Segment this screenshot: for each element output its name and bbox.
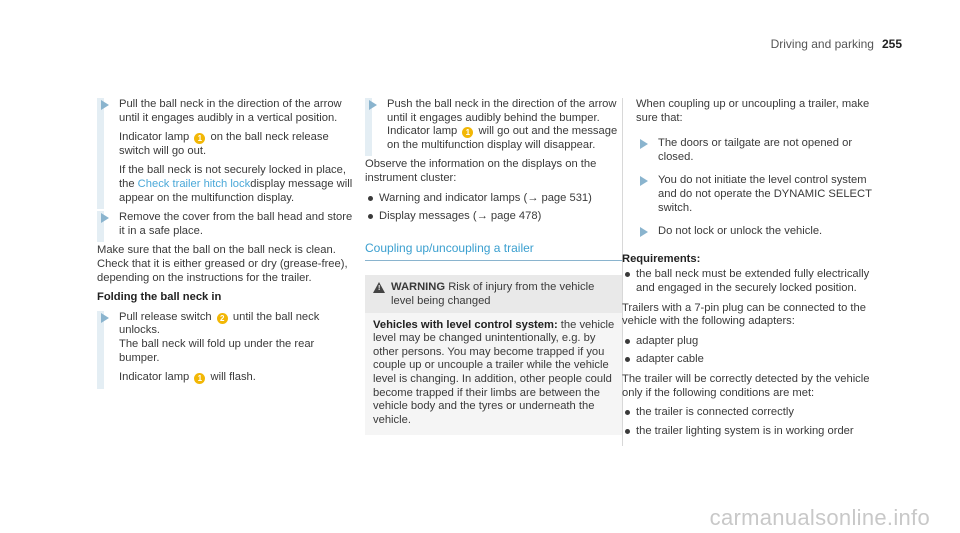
arrow-right-icon (101, 100, 109, 110)
section-title: Coupling up/uncoupling a trailer (365, 242, 623, 262)
step-item (636, 137, 884, 164)
step-text: Pull release switch 2 until the ball neck unlocks. The ball neck will fold up under the rear bumper. (119, 310, 320, 364)
arrow-right-icon (101, 313, 109, 323)
info-box (622, 98, 884, 239)
paragraph: When coupling up or uncoupling a trailer, make sure that: (636, 98, 870, 124)
section-name: Driving and parking (770, 37, 874, 51)
step-item (636, 225, 884, 239)
paragraph: Make sure that the ball on the ball neck is clean. Check that it is either greased or dry (grease-free), depending on the instructions for the trailer. (97, 244, 348, 284)
paragraph: Trailers with a 7-pin plug can be connected to the vehicle with the following adapters: (622, 301, 866, 328)
paragraph: Observe the information on the displays on the instrument cluster: (365, 158, 597, 184)
callout-number-icon: 2 (217, 313, 228, 324)
step-text: If the ball neck is not securely locked in place, the Check trailer hitch lockdisplay message will appear on the multifunction display. (119, 164, 353, 204)
paragraph: The trailer will be correctly detected by the vehicle only if the following conditions are met: (622, 372, 870, 399)
column-2 (365, 98, 623, 435)
step-item (365, 98, 623, 152)
step-item (97, 98, 355, 205)
bullet-list (622, 406, 884, 438)
callout-number-icon: 1 (194, 133, 205, 144)
page-number: 255 (881, 37, 902, 51)
step-text: Indicator lamp 1 on the ball neck release switch will go out. (119, 131, 329, 157)
step-item (97, 311, 355, 385)
column-3 (622, 98, 884, 444)
bullet-icon (625, 357, 630, 362)
bullet-list (365, 192, 623, 224)
bullet-icon (368, 214, 373, 219)
bullet-list (622, 335, 884, 367)
list-item: the trailer is connected correctly (622, 406, 884, 420)
subheading: Folding the ball neck in (97, 291, 222, 304)
arrow-right-icon (640, 176, 648, 186)
step-text: The doors or tailgate are not opened or closed. (658, 137, 853, 163)
warning-body: Vehicles with level control system: the vehicle level may be changed unintentionally, e.g. by other persons. You may become trapped if you couple up or uncouple a trailer while the vehicle level is changing. In addition, other people could become trapped if their limbs are between the vehicle body and the tyres or underneath the vehicle. (365, 313, 623, 436)
step-item (97, 211, 355, 238)
step-bar (97, 98, 104, 209)
bullet-icon (625, 410, 630, 415)
bullet-list (622, 268, 884, 295)
bullet-icon (625, 429, 630, 434)
list-item: the ball neck must be extended fully electrically and engaged in the securely locked position. (622, 268, 884, 295)
bullet-icon (625, 339, 630, 344)
step-text: You do not initiate the level control system and do not operate the DYNAMIC SELECT switch. (658, 174, 872, 214)
bullet-icon (368, 196, 373, 201)
arrow-right-icon (101, 213, 109, 223)
callout-number-icon: 1 (462, 127, 473, 138)
list-item: adapter plug (622, 335, 884, 349)
arrow-right-icon (640, 227, 648, 237)
step-text: Do not lock or unlock the vehicle. (658, 225, 823, 238)
warning-label: WARNING (391, 281, 446, 294)
step-text: Remove the cover from the ball head and store it in a safe place. (119, 211, 353, 237)
list-item: Display messages (→ page 478) (365, 210, 623, 224)
bullet-icon (625, 272, 630, 277)
warning-box (365, 275, 623, 435)
subheading: Requirements: (622, 252, 701, 265)
arrow-right-icon (369, 100, 377, 110)
step-text: Indicator lamp 1 will flash. (119, 371, 256, 384)
step-text: Push the ball neck in the direction of the arrow until it engages audibly behind the bumper. Indicator lamp 1 will go out and the message on the multifunction display will disappear. (387, 98, 618, 151)
arrow-right-icon (640, 139, 648, 149)
warning-triangle-icon: ! (373, 282, 385, 293)
display-message-link[interactable]: Check trailer hitch lock (137, 177, 251, 190)
page-header (771, 38, 902, 52)
column-1 (97, 98, 355, 391)
callout-number-icon: 1 (194, 373, 205, 384)
list-item: adapter cable (622, 353, 884, 367)
step-text: Pull the ball neck in the direction of the arrow until it engages audibly in a vertical position. (119, 98, 342, 124)
list-item: the trailer lighting system is in working order (622, 425, 884, 439)
watermark: carmanualsonline.info (709, 505, 930, 531)
list-item: Warning and indicator lamps (→ page 531) (365, 192, 623, 206)
step-item (636, 174, 884, 215)
warning-header: ! WARNING Risk of injury from the vehicle level being changed (365, 275, 623, 312)
